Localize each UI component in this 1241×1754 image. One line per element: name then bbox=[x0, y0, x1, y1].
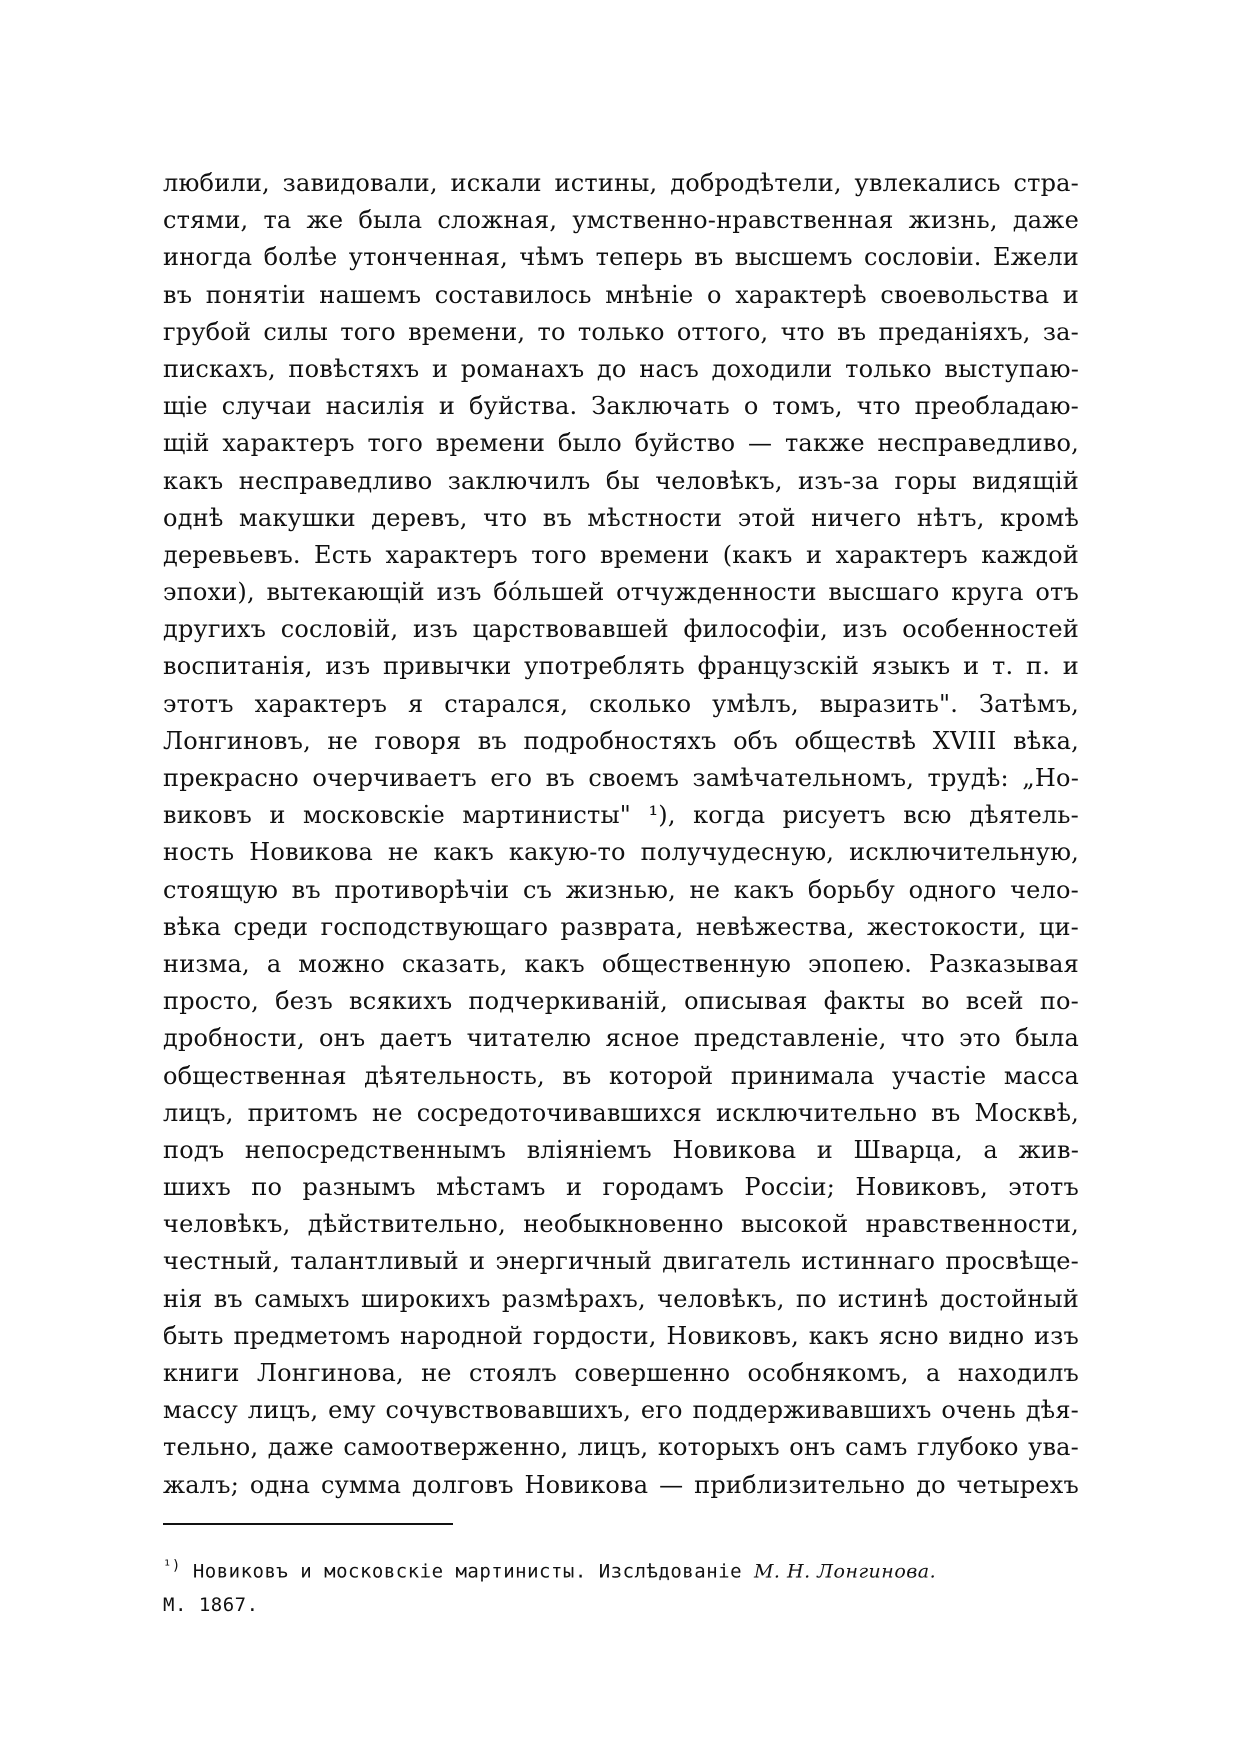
text-line: грубой силы того времени, то только оттого, что въ преданіяхъ, за- bbox=[163, 317, 1079, 346]
text-line: шихъ по разнымъ мѣстамъ и городамъ Россіи; Новиковъ, этотъ bbox=[163, 1173, 1079, 1202]
footnote-marker: ¹) bbox=[163, 1558, 181, 1574]
text-line: иногда болѣе утонченная, чѣмъ теперь въ высшемъ сословіи. Ежели bbox=[163, 243, 1079, 272]
text-line: нія въ самыхъ широкихъ размѣрахъ, человѣкъ, по истинѣ достойный bbox=[163, 1284, 1079, 1313]
text-line: человѣкъ, дѣйствительно, необыкновенно высокой нравственности, bbox=[163, 1210, 1079, 1239]
text-line: низма, а можно сказать, какъ общественную эпопею. Разказывая bbox=[163, 949, 1079, 978]
text-line: деревьевъ. Есть характеръ того времени (какъ и характеръ каждой bbox=[163, 540, 1079, 569]
text-line: просто, безъ всякихъ подчеркиваній, описывая факты во всей по- bbox=[163, 987, 1079, 1016]
text-line: ность Новикова не какъ какую-то получудесную, исключительную, bbox=[163, 838, 1079, 867]
text-line: другихъ сословій, изъ царствовавшей философіи, изъ особенностей bbox=[163, 615, 1079, 644]
text-line: честный, талантливый и энергичный двигатель истиннаго просвѣще- bbox=[163, 1247, 1079, 1276]
text-line: общественная дѣятельность, въ которой принимала участіе масса bbox=[163, 1061, 1079, 1090]
text-line: жалъ; одна сумма долговъ Новикова — приблизительно до четырехъ bbox=[163, 1470, 1079, 1499]
text-line: стоящую въ противорѣчіи съ жизнью, не какъ борьбу одного чело- bbox=[163, 875, 1079, 904]
text-line: быть предметомъ народной гордости, Новиковъ, какъ ясно видно изъ bbox=[163, 1321, 1079, 1350]
text-line: эпохи), вытекающій изъ бо́льшей отчужденности высшаго круга отъ bbox=[163, 578, 1079, 607]
main-text bbox=[163, 165, 1079, 1504]
text-line: массу лицъ, ему сочувствовавшихъ, его поддерживавшихъ очень дѣя- bbox=[163, 1396, 1079, 1425]
text-line: виковъ и московскіе мартинисты" ¹), когда рисуетъ всю дѣятель- bbox=[163, 801, 1079, 830]
text-line: дробности, онъ даетъ читателю ясное представленіе, что это была bbox=[163, 1024, 1079, 1053]
footnote-author: М. Н. Лонгинова. bbox=[753, 1560, 937, 1583]
text-line: щій характеръ того времени было буйство — также несправедливо, bbox=[163, 429, 1079, 458]
footnote-title: Новиковъ и московскіе мартинисты. Изслѣдованіе bbox=[192, 1560, 743, 1583]
text-line: стями, та же была сложная, умственно-нравственная жизнь, даже bbox=[163, 206, 1079, 235]
text-line: вѣка среди господствующаго разврата, невѣжества, жестокости, ци- bbox=[163, 912, 1079, 941]
text-line: лицъ, притомъ не сосредоточивавшихся исключительно въ Москвѣ, bbox=[163, 1098, 1079, 1127]
text-line: Лонгиновъ, не говоря въ подробностяхъ объ обществѣ XVIII вѣка, bbox=[163, 726, 1079, 755]
text-line: любили, завидовали, искали истины, добродѣтели, увлекались стра- bbox=[163, 169, 1079, 197]
text-line: воспитанія, изъ привычки употреблять французскій языкъ и т. п. и bbox=[163, 652, 1079, 681]
text-line: подъ непосредственнымъ вліяніемъ Новикова и Шварца, а жив- bbox=[163, 1135, 1079, 1164]
footnote-line-1 bbox=[163, 1549, 1079, 1588]
text-line: въ понятіи нашемъ составилось мнѣніе о характерѣ своевольства и bbox=[163, 280, 1079, 309]
text-line: однѣ макушки деревъ, что въ мѣстности этой ничего нѣтъ, кромѣ bbox=[163, 503, 1079, 532]
text-line: книги Лонгинова, не стоялъ совершенно особнякомъ, а находилъ bbox=[163, 1359, 1079, 1387]
text-line: щіе случаи насилія и буйства. Заключать о томъ, что преобладаю- bbox=[163, 392, 1079, 421]
text-line: прекрасно очерчиваетъ его въ своемъ замѣчательномъ, трудѣ: „Но- bbox=[163, 764, 1079, 792]
text-line: пискахъ, повѣстяхъ и романахъ до насъ доходили только выступаю- bbox=[163, 354, 1079, 383]
footnote-divider bbox=[163, 1523, 453, 1525]
text-line: этотъ характеръ я старался, сколько умѣлъ, выразить". Затѣмъ, bbox=[163, 689, 1079, 718]
footnote bbox=[163, 1549, 1079, 1622]
footnote-line-2: М. 1867. bbox=[163, 1594, 259, 1617]
text-line: тельно, даже самоотверженно, лицъ, которыхъ онъ самъ глубоко ува- bbox=[163, 1433, 1079, 1462]
text-line: какъ несправедливо заключилъ бы человѣкъ, изъ-за горы видящій bbox=[163, 466, 1079, 495]
